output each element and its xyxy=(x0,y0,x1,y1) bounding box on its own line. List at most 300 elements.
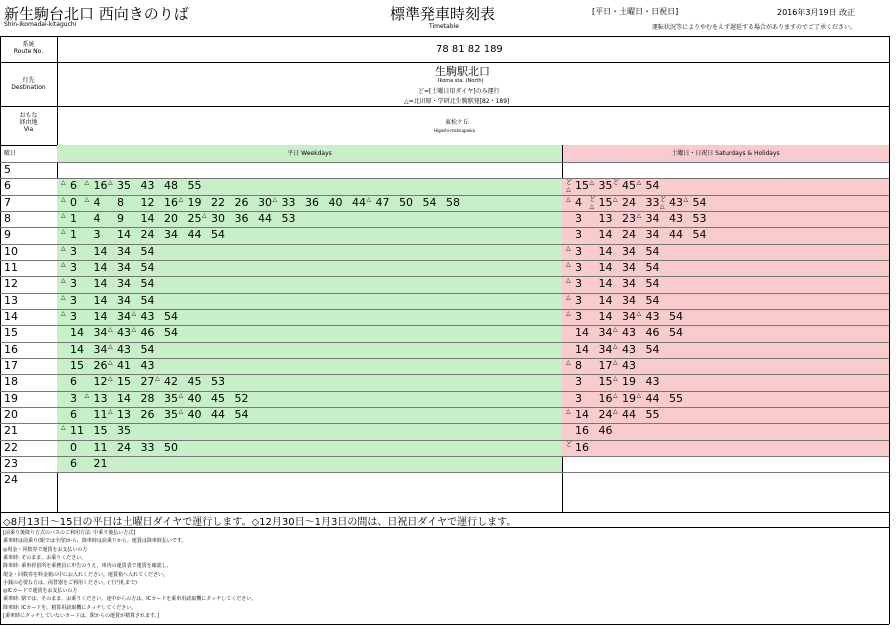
weekend-cell xyxy=(562,211,889,227)
departure-minute: 34 xyxy=(117,260,131,274)
origin-mark: △ xyxy=(566,407,571,415)
weekday-cell xyxy=(57,227,562,243)
origin-mark: △ xyxy=(589,202,595,210)
departure-minute: 4 xyxy=(575,195,582,209)
departure-minute: 55 xyxy=(669,391,683,405)
row-divider xyxy=(0,423,889,424)
departure-minute: 3 xyxy=(575,260,582,274)
weekday-cell xyxy=(57,358,562,374)
departure-minute: 19 xyxy=(622,391,636,405)
row-divider xyxy=(0,342,889,343)
footer-left-border xyxy=(0,512,1,624)
departure-minute: 54 xyxy=(422,195,437,209)
via-name-en: Higashi-matsugaoka xyxy=(434,128,475,133)
departure-minute: 45 xyxy=(187,375,202,389)
saturday-only-mark: ど xyxy=(589,195,596,203)
departure-minute: 43 xyxy=(140,179,155,193)
hour-cell: 10 xyxy=(4,244,18,258)
departure-minute: 44 xyxy=(258,211,272,225)
departure-minute: 14 xyxy=(117,391,131,405)
departure-minute: 53 xyxy=(692,211,707,225)
weekend-cell xyxy=(562,325,889,341)
weekday-cell xyxy=(57,244,562,260)
origin-mark: △ xyxy=(202,211,207,219)
departure-minute: 3 xyxy=(575,375,582,389)
route-numbers: 78 81 82 189 xyxy=(436,44,503,55)
departure-minute: 3 xyxy=(70,260,77,274)
weekend-column-header: 土曜日・日祝日 Saturdays & Holidays xyxy=(562,145,889,162)
instruction-line: ◎ICカードで運賃をお支払いの方 xyxy=(3,588,78,595)
revision-date: 2016年3月19日 改正 xyxy=(777,8,856,17)
hour-cell: 17 xyxy=(4,358,18,372)
saturday-only-mark: ど xyxy=(566,440,573,448)
departure-minute: 3 xyxy=(575,277,582,291)
via-label: おもな 経由地 Via xyxy=(19,112,38,133)
departure-minute: 43 xyxy=(669,195,683,209)
departure-minute: 33 xyxy=(140,440,155,454)
departure-minute: 35 xyxy=(598,179,613,193)
departure-minute: 3 xyxy=(575,309,582,323)
origin-mark: △ xyxy=(61,293,66,301)
table-right-border xyxy=(889,36,890,512)
route-label: 系統 Route No. xyxy=(13,41,44,55)
instruction-line: 降車時: 乗車停留所を乗務員に申告のうえ、車内の運賃表で運賃を確認し、 xyxy=(3,563,172,570)
departure-minute: 42 xyxy=(164,375,178,389)
weekday-cell xyxy=(57,456,562,472)
departure-minute: 25 xyxy=(187,211,202,225)
departure-minute: 14 xyxy=(70,342,84,356)
departure-minute: 14 xyxy=(93,260,108,274)
origin-mark: △ xyxy=(61,195,66,203)
departure-minute: 24 xyxy=(622,195,636,209)
departure-minute: 35 xyxy=(164,391,178,405)
row-divider xyxy=(0,260,889,261)
weekend-cell xyxy=(562,423,889,439)
departure-minute: 34 xyxy=(598,342,613,356)
origin-mark: △ xyxy=(566,309,571,317)
departure-minute: 54 xyxy=(669,326,683,340)
departure-minute: 24 xyxy=(622,228,636,242)
hour-cell: 13 xyxy=(4,293,18,307)
table-row xyxy=(0,244,889,260)
origin-mark: △ xyxy=(61,211,66,219)
weekend-cell xyxy=(562,178,889,194)
departure-minute: 3 xyxy=(70,277,77,291)
departure-minute: 1 xyxy=(70,211,77,225)
hour-cell: 21 xyxy=(4,424,18,438)
row-divider xyxy=(0,276,889,277)
origin-mark: △ xyxy=(272,195,278,203)
table-row xyxy=(0,440,889,456)
departure-minute: 54 xyxy=(211,228,225,242)
origin-mark: △ xyxy=(613,326,618,334)
footer-bottom-border xyxy=(0,624,889,625)
departure-minute: 16 xyxy=(164,195,178,209)
table-row xyxy=(0,456,889,472)
departure-minute: 15 xyxy=(598,375,613,389)
departure-minute: 43 xyxy=(117,326,131,340)
weekday-cell xyxy=(57,162,562,178)
departure-minute: 22 xyxy=(211,195,225,209)
departure-minute: 54 xyxy=(692,228,707,242)
holiday-notice: ◇8月13日～15日の平日は土曜日ダイヤで運行します。◇12月30日～1月3日の間は、日祝日ダイヤで運行します。 xyxy=(3,517,517,528)
departure-minute: 43 xyxy=(622,342,636,356)
departure-minute: 54 xyxy=(140,342,155,356)
departure-minute: 13 xyxy=(117,407,131,421)
departure-minute: 35 xyxy=(117,424,131,438)
row-divider xyxy=(0,244,889,245)
table-row xyxy=(0,211,889,227)
origin-mark: △ xyxy=(61,179,66,187)
table-row xyxy=(0,162,889,178)
departure-minute: 16 xyxy=(575,440,589,454)
table-row xyxy=(0,342,889,358)
hour-cell: 15 xyxy=(4,326,18,340)
departure-minute: 34 xyxy=(622,309,636,323)
departure-minute: 15 xyxy=(70,358,84,372)
departure-minute: 27 xyxy=(140,375,155,389)
hour-cell: 5 xyxy=(4,163,11,176)
departure-minute: 14 xyxy=(598,260,613,274)
departure-minute: 15 xyxy=(575,179,589,193)
origin-mark: △ xyxy=(61,309,66,317)
departure-minute: 34 xyxy=(117,244,131,258)
departure-minute: 54 xyxy=(645,260,660,274)
origin-mark: △ xyxy=(683,195,689,203)
stop-name: 新生駒台北口 西向きのりば xyxy=(4,5,189,23)
departure-minute: 3 xyxy=(70,309,77,323)
weekday-cell xyxy=(57,374,562,390)
departure-minute: 43 xyxy=(645,309,660,323)
row-divider xyxy=(0,227,889,228)
row-divider xyxy=(0,178,889,179)
weekend-cell xyxy=(562,440,889,456)
origin-mark: △ xyxy=(566,260,571,268)
departure-minute: 34 xyxy=(622,293,636,307)
departure-minute: 54 xyxy=(140,293,155,307)
departure-minute: 24 xyxy=(117,440,131,454)
timetable-title: 標準発車時刻表 xyxy=(390,5,496,23)
departure-minute: 8 xyxy=(575,358,582,372)
origin-mark: △ xyxy=(61,424,66,432)
departure-minute: 6 xyxy=(70,456,77,470)
saturday-only-mark: ど xyxy=(613,179,620,187)
hour-cell: 18 xyxy=(4,375,18,389)
departure-minute: 14 xyxy=(598,244,613,258)
hour-column-header: 曜日 xyxy=(4,150,17,157)
weekday-cell xyxy=(57,407,562,423)
departure-minute: 34 xyxy=(117,277,131,291)
departure-minute: 19 xyxy=(622,375,636,389)
origin-mark: △ xyxy=(84,391,90,399)
instruction-line: 乗車時: そのまま、お乗りください。 xyxy=(3,554,87,561)
departure-minute: 23 xyxy=(622,211,636,225)
origin-mark: △ xyxy=(613,195,618,203)
origin-mark: △ xyxy=(108,358,113,366)
instruction-line: 現金・回数券を料金箱の中にお入れください。運賃箱へ入れてください。 xyxy=(3,571,169,578)
departure-minute: 17 xyxy=(598,358,613,372)
departure-minute: 53 xyxy=(211,375,225,389)
origin-mark: △ xyxy=(108,342,113,350)
departure-minute: 34 xyxy=(93,342,108,356)
departure-minute: 54 xyxy=(234,407,249,421)
hour-cell: 20 xyxy=(4,407,18,421)
departure-minute: 1 xyxy=(70,228,77,242)
row-divider xyxy=(0,456,889,457)
departure-minute: 34 xyxy=(598,326,613,340)
weekday-cell xyxy=(57,472,562,488)
departure-minute: 13 xyxy=(598,211,613,225)
departure-minute: 13 xyxy=(93,391,108,405)
departure-minute: 54 xyxy=(692,195,707,209)
weekday-cell xyxy=(57,440,562,456)
origin-mark: △ xyxy=(589,179,595,187)
table-row xyxy=(0,358,889,374)
departure-minute: 44 xyxy=(669,228,683,242)
departure-minute: 55 xyxy=(645,407,660,421)
origin-mark: △ xyxy=(108,375,113,383)
saturday-only-mark: ど xyxy=(660,195,667,203)
departure-minute: 50 xyxy=(399,195,413,209)
timetable-title-en: Timetable xyxy=(429,23,459,30)
day-types: [平日・土曜日・日祝日] xyxy=(592,7,679,16)
departure-minute: 34 xyxy=(117,293,131,307)
departure-minute: 3 xyxy=(575,244,582,258)
departure-minute: 15 xyxy=(93,424,108,438)
departure-minute: 24 xyxy=(598,407,613,421)
departure-minute: 6 xyxy=(70,375,77,389)
row-divider xyxy=(0,391,889,392)
departure-minute: 35 xyxy=(117,179,131,193)
departure-minute: 33 xyxy=(281,195,296,209)
departure-minute: 3 xyxy=(93,228,101,242)
weekday-cell xyxy=(57,391,562,407)
departure-minute: 54 xyxy=(645,342,660,356)
origin-mark: △ xyxy=(131,309,137,317)
origin-mark: △ xyxy=(61,244,66,252)
divider xyxy=(0,106,889,107)
saturday-only-mark: ど xyxy=(566,179,573,187)
departure-minute: 54 xyxy=(140,244,155,258)
row-divider xyxy=(0,195,889,196)
departure-minute: 14 xyxy=(575,407,589,421)
weekday-cell xyxy=(57,342,562,358)
departure-minute: 14 xyxy=(598,228,613,242)
departure-minute: 9 xyxy=(117,211,124,225)
instruction-line: [前乗り後降り方式のバスのご利用方法: 中乗り後払い方式] xyxy=(3,530,136,536)
departure-minute: 14 xyxy=(93,309,108,323)
departure-minute: 34 xyxy=(117,309,131,323)
departure-minute: 19 xyxy=(187,195,202,209)
table-row xyxy=(0,407,889,423)
departure-minute: 50 xyxy=(164,440,178,454)
departure-minute: 30 xyxy=(258,195,272,209)
weekend-cell xyxy=(562,358,889,374)
hour-cell: 6 xyxy=(4,179,11,193)
departure-minute: 58 xyxy=(446,195,460,209)
departure-minute: 43 xyxy=(140,358,155,372)
departure-minute: 54 xyxy=(164,326,178,340)
origin-mark: △ xyxy=(61,228,66,236)
divider xyxy=(0,527,889,528)
delay-note: 運転状況等によりやむをえず遅延する場合がありますのでご了承ください。 xyxy=(652,24,857,31)
hour-cell: 12 xyxy=(4,277,18,291)
table-row xyxy=(0,260,889,276)
hour-cell: 14 xyxy=(4,309,18,323)
origin-mark: △ xyxy=(566,195,571,203)
departure-minute: 46 xyxy=(140,326,155,340)
row-divider xyxy=(0,325,889,326)
origin-mark: △ xyxy=(131,326,137,334)
weekday-cell xyxy=(57,325,562,341)
table-row xyxy=(0,374,889,390)
departure-minute: 54 xyxy=(645,244,660,258)
weekend-cell xyxy=(562,162,889,178)
origin-mark: △ xyxy=(613,358,618,366)
row-divider xyxy=(0,293,889,294)
origin-mark: △ xyxy=(566,293,571,301)
origin-mark: △ xyxy=(84,179,90,187)
departure-minute: 55 xyxy=(187,179,202,193)
row-divider xyxy=(0,309,889,310)
departure-minute: 14 xyxy=(575,326,589,340)
weekday-cell xyxy=(57,276,562,292)
departure-minute: 33 xyxy=(645,195,660,209)
departure-minute: 16 xyxy=(598,391,613,405)
departure-minute: 34 xyxy=(622,277,636,291)
departure-minute: 3 xyxy=(575,391,582,405)
origin-mark: △ xyxy=(566,186,571,194)
hour-cell: 11 xyxy=(4,260,18,274)
table-row xyxy=(0,178,889,194)
departure-minute: 54 xyxy=(164,309,178,323)
departure-minute: 35 xyxy=(164,407,178,421)
weekend-cell xyxy=(562,195,889,211)
origin-mark: △ xyxy=(566,358,571,366)
row-divider xyxy=(0,358,889,359)
table-row xyxy=(0,391,889,407)
departure-minute: 12 xyxy=(93,375,108,389)
weekend-cell xyxy=(562,309,889,325)
origin-mark: △ xyxy=(178,391,184,399)
departure-minute: 41 xyxy=(117,358,131,372)
origin-mark: △ xyxy=(613,407,618,415)
weekday-cell xyxy=(57,260,562,276)
departure-minute: 34 xyxy=(622,244,636,258)
departure-minute: 11 xyxy=(93,440,108,454)
departure-minute: 26 xyxy=(93,358,108,372)
origin-mark: △ xyxy=(566,277,571,285)
weekend-cell xyxy=(562,407,889,423)
weekend-cell xyxy=(562,260,889,276)
departure-minute: 44 xyxy=(622,407,636,421)
departure-minute: 47 xyxy=(375,195,390,209)
departure-minute: 46 xyxy=(598,424,613,438)
departure-minute: 44 xyxy=(211,407,225,421)
table-top-border xyxy=(0,36,889,37)
departure-minute: 0 xyxy=(70,440,77,454)
departure-minute: 24 xyxy=(140,228,155,242)
departure-minute: 34 xyxy=(622,260,636,274)
departure-minute: 43 xyxy=(669,211,683,225)
table-row xyxy=(0,276,889,292)
departure-minute: 3 xyxy=(575,293,582,307)
departure-minute: 14 xyxy=(117,228,131,242)
departure-minute: 34 xyxy=(164,228,178,242)
destination-note-saturday: ど=[土曜日用ダイヤ]のみ運行 xyxy=(418,88,500,95)
departure-minute: 3 xyxy=(575,211,582,225)
departure-minute: 54 xyxy=(140,277,155,291)
row-divider xyxy=(0,374,889,375)
departure-minute: 12 xyxy=(140,195,155,209)
instruction-line: 小銭の必要な方は、両替器をご利用ください。(千円札まで) xyxy=(3,579,137,586)
row-divider xyxy=(0,162,889,163)
departure-minute: 43 xyxy=(645,375,660,389)
departure-minute: 4 xyxy=(93,211,101,225)
departure-minute: 20 xyxy=(164,211,178,225)
departure-minute: 43 xyxy=(622,326,636,340)
hour-cell: 7 xyxy=(4,195,11,209)
origin-mark: △ xyxy=(566,244,571,252)
weekday-cell xyxy=(57,211,562,227)
origin-mark: △ xyxy=(108,326,113,334)
row-divider xyxy=(0,472,889,473)
stop-name-roman: Shin-Ikomadai-kitaguchi xyxy=(4,21,77,28)
departure-minute: 44 xyxy=(645,391,660,405)
departure-minute: 30 xyxy=(211,211,225,225)
origin-mark: △ xyxy=(636,391,642,399)
departure-minute: 44 xyxy=(352,195,366,209)
departure-minute: 16 xyxy=(93,179,108,193)
departure-minute: 52 xyxy=(234,391,249,405)
origin-mark: △ xyxy=(84,195,90,203)
departure-minute: 40 xyxy=(187,407,202,421)
table-row xyxy=(0,325,889,341)
hour-cell: 19 xyxy=(4,391,18,405)
departure-minute: 45 xyxy=(211,391,225,405)
departure-minute: 54 xyxy=(140,260,155,274)
table-row xyxy=(0,293,889,309)
hour-cell: 9 xyxy=(4,228,11,242)
departure-minute: 43 xyxy=(117,342,131,356)
departure-minute: 11 xyxy=(70,424,84,438)
weekday-cell xyxy=(57,309,562,325)
departure-minute: 46 xyxy=(645,326,660,340)
departure-minute: 14 xyxy=(140,211,155,225)
departure-minute: 6 xyxy=(70,179,77,193)
row-divider xyxy=(0,211,889,212)
departure-minute: 53 xyxy=(281,211,296,225)
departure-minute: 54 xyxy=(645,293,660,307)
origin-mark: △ xyxy=(613,375,618,383)
departure-minute: 4 xyxy=(93,195,101,209)
weekday-cell xyxy=(57,423,562,439)
origin-mark: △ xyxy=(178,195,184,203)
origin-mark: △ xyxy=(178,407,184,415)
departure-minute: 15 xyxy=(598,195,613,209)
origin-mark: △ xyxy=(61,260,66,268)
origin-mark: △ xyxy=(613,391,618,399)
origin-mark: △ xyxy=(660,202,665,210)
destination-name: 生駒駅北口 xyxy=(435,65,490,78)
departure-minute: 36 xyxy=(234,211,249,225)
row-divider xyxy=(0,440,889,441)
departure-minute: 6 xyxy=(70,407,77,421)
departure-minute: 34 xyxy=(93,326,108,340)
origin-mark: △ xyxy=(366,195,372,203)
departure-minute: 28 xyxy=(140,391,155,405)
departure-minute: 44 xyxy=(187,228,202,242)
